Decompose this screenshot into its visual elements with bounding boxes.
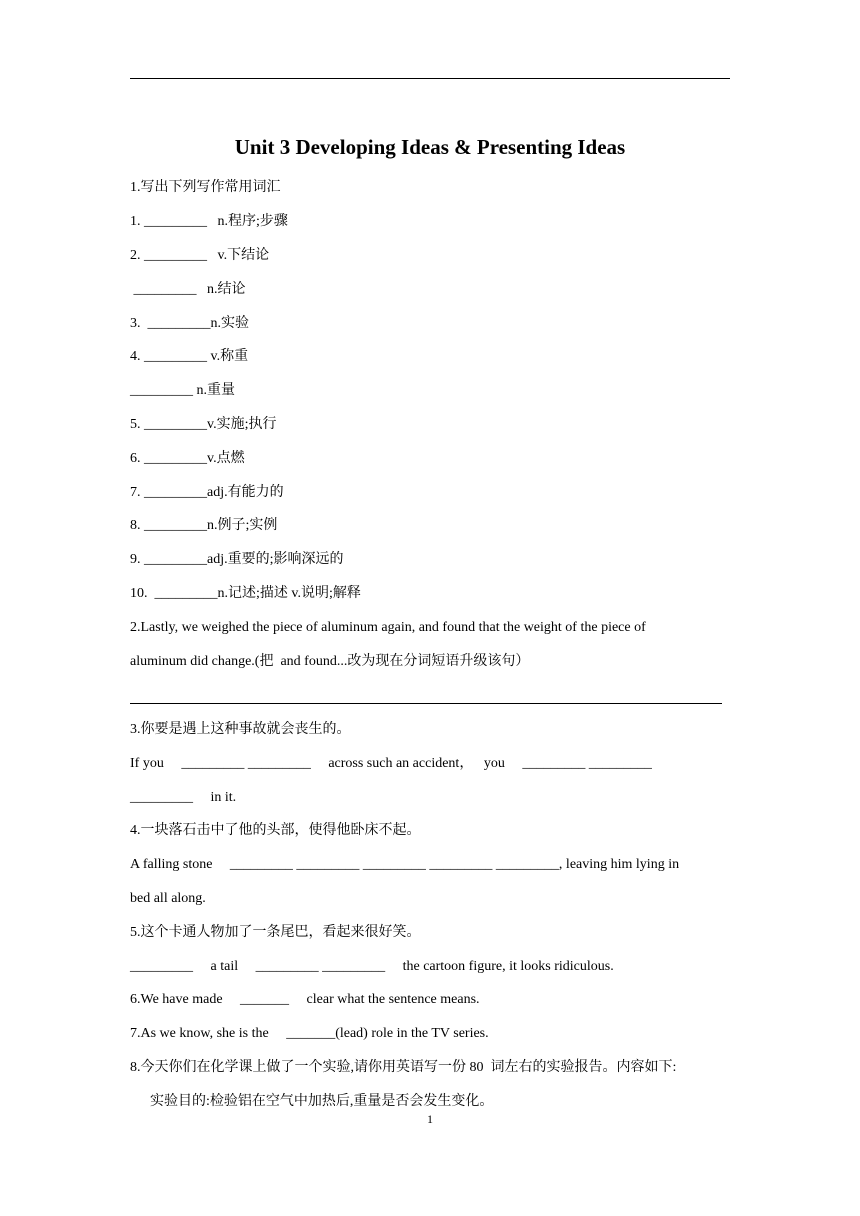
vocab-item-3: 3. _________n.实验: [130, 316, 249, 331]
question-3-line-2: _________ in it.: [130, 790, 237, 805]
vocab-item-9: 9. _________adj.重要的;影响深远的: [130, 552, 344, 567]
question-5-prompt: 5.这个卡通人物加了一条尾巴，看起来很好笑。: [130, 925, 421, 940]
vocab-item-8: 8. _________n.例子;实例: [130, 518, 278, 533]
vocab-item-1: 1. _________ n.程序;步骤: [130, 214, 288, 229]
vocab-item-4b: _________ n.重量: [130, 383, 235, 398]
question-4-line-1: A falling stone _________ _________ _________ _________ _________, leaving him lying in: [130, 857, 680, 872]
answer-blank-line: [130, 703, 722, 704]
question-5-line-1: _________ a tail _________ _________ the cartoon figure, it looks ridiculous.: [130, 959, 614, 974]
vocab-item-2: 2. _________ v.下结论: [130, 248, 270, 263]
question-6: 6.We have made _______ clear what the sentence means.: [130, 992, 480, 1007]
question-8-detail: 实验目的:检验铝在空气中加热后,重量是否会发生变化。: [150, 1094, 494, 1109]
vocab-item-6: 6. _________v.点燃: [130, 451, 245, 466]
question-7: 7.As we know, she is the _______(lead) role in the TV series.: [130, 1026, 489, 1041]
question-4-line-2: bed all along.: [130, 891, 206, 906]
question-8-prompt: 8.今天你们在化学课上做了一个实验,请你用英语写一份 80 词左右的实验报告。内容如下:: [130, 1060, 677, 1075]
page-title: Unit 3 Developing Ideas & Presenting Ideas: [234, 135, 626, 159]
question-3-prompt: 3.你要是遇上这种事故就会丧生的。: [130, 722, 351, 737]
question-3-line-1: If you _________ _________ across such an accident， you _________ _________: [130, 756, 652, 771]
vocab-item-2b: _________ n.结论: [130, 282, 246, 297]
vocab-item-10: 10. _________n.记述;描述 v.说明;解释: [130, 586, 361, 601]
vocab-item-7: 7. _________adj.有能力的: [130, 485, 284, 500]
section-1-heading: 1.写出下列写作常用词汇: [130, 180, 281, 195]
vocab-item-4: 4. _________ v.称重: [130, 349, 249, 364]
vocab-item-5: 5. _________v.实施;执行: [130, 417, 277, 432]
header-rule: [130, 78, 730, 79]
page-number: 1: [427, 1112, 433, 1126]
question-4-prompt: 4.一块落石击中了他的头部，使得他卧床不起。: [130, 823, 421, 838]
question-2-line-1: 2.Lastly, we weighed the piece of aluminum again, and found that the weight of the piece of: [130, 620, 646, 635]
question-2-line-2: aluminum did change.(把 and found...改为现在分词短语升级该句）: [130, 654, 530, 669]
